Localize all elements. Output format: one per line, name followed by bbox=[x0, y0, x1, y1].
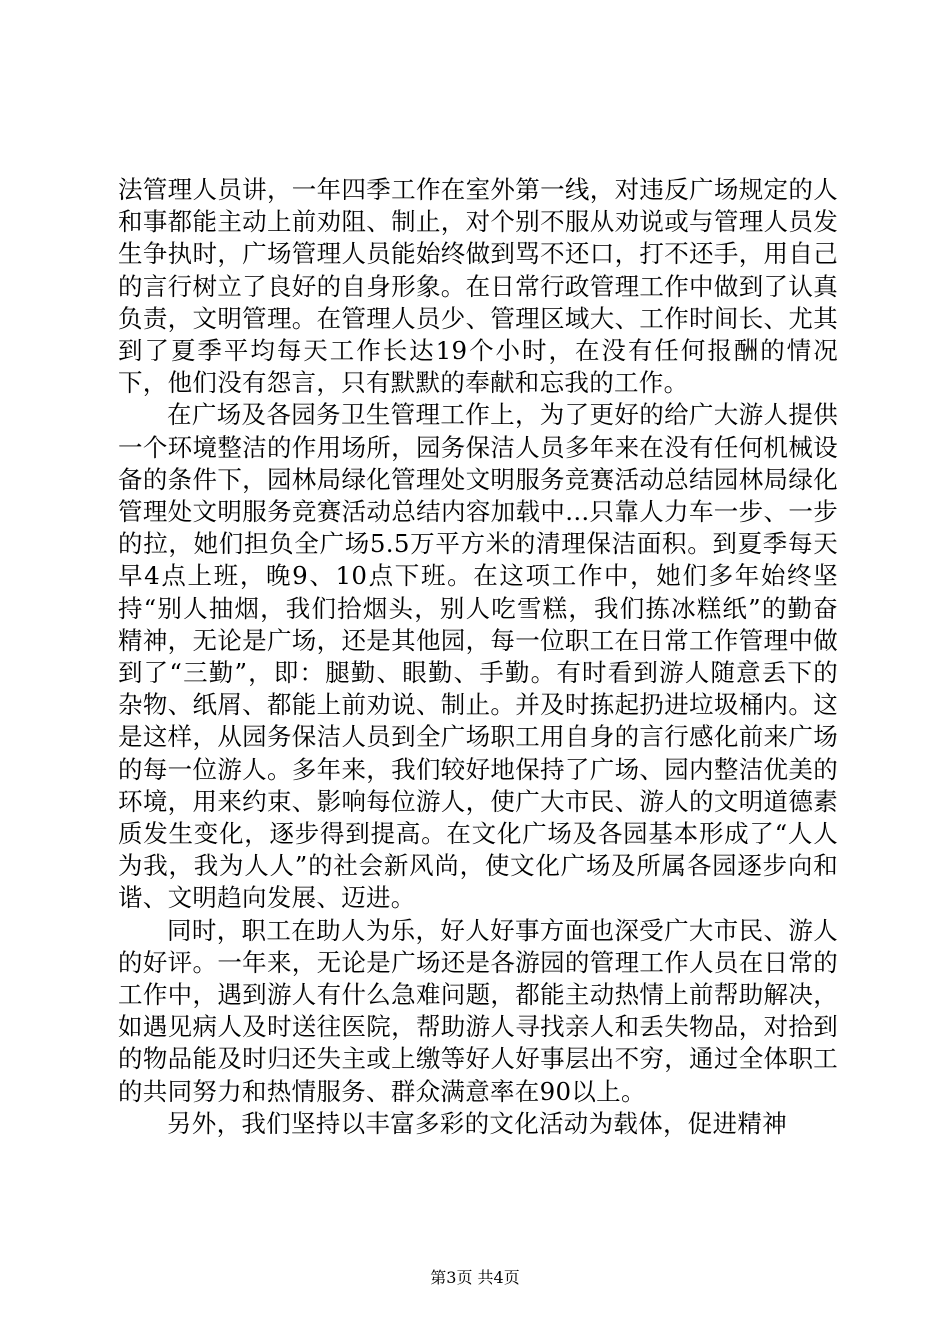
paragraph-1: 法管理人员讲，一年四季工作在室外第一线，对违反广场规定的人和事都能主动上前劝阻、制止，对个别不服从劝说或与管理人员发生争执时，广场管理人员能始终做到骂不还口，打不还手，用自己的言行树立了良好的自身形象。在日常行政管理工作中做到了认真负责，文明管理。在管理人员少、管理区域大、工作时间长、尤其到了夏季平均每天工作长达19个小时，在没有任何报酬的情况下，他们没有怨言，只有默默的奉献和忘我的工作。 bbox=[118, 175, 838, 398]
document-body bbox=[118, 174, 838, 1140]
page-footer bbox=[0, 1268, 950, 1288]
page-number-label: 第3页 共4页 bbox=[430, 1268, 520, 1287]
paragraph-2: 在广场及各园务卫生管理工作上，为了更好的给广大游人提供一个环境整洁的作用场所，园务保洁人员多年来在没有任何机械设备的条件下，园林局绿化管理处文明服务竞赛活动总结园林局绿化管理处文明服务竞赛活动总结内容加载中...只靠人力车一步、一步的拉，她们担负全广场5.5万平方米的清理保洁面积。到夏季每天早4点上班，晚9、10点下班。在这项工作中，她们多年始终坚持“别人抽烟，我们拾烟头，别人吃雪糕，我们拣冰糕纸”的勤奋精神，无论是广场，还是其他园，每一位职工在日常工作管理中做到了“三勤”，即：腿勤、眼勤、手勤。有时看到游人随意丢下的杂物、纸屑、都能上前劝说、制止。并及时拣起扔进垃圾桶内。这是这样，从园务保洁人员到全广场职工用自身的言行感化前来广场的每一位游人。多年来，我们较好地保持了广场、园内整洁优美的环境，用来约束、影响每位游人，使广大市民、游人的文明道德素质发生变化，逐步得到提高。在文化广场及各园基本形成了“人人为我，我为人人”的社会新风尚，使文化广场及所属各园逐步向和谐、文明趋向发展、迈进。 bbox=[118, 400, 838, 913]
paragraph-3: 同时，职工在助人为乐，好人好事方面也深受广大市民、游人的好评。一年来，无论是广场还是各游园的管理工作人员在日常的工作中，遇到游人有什么急难问题，都能主动热情上前帮助解决，如遇见病人及时送往医院，帮助游人寻找亲人和丢失物品，对拾到的物品能及时归还失主或上缴等好人好事层出不穷，通过全体职工的共同努力和热情服务、群众满意率在90以上。 bbox=[118, 915, 838, 1106]
paragraph-4: 另外，我们坚持以丰富多彩的文化活动为载体，促进精神 bbox=[167, 1108, 787, 1138]
